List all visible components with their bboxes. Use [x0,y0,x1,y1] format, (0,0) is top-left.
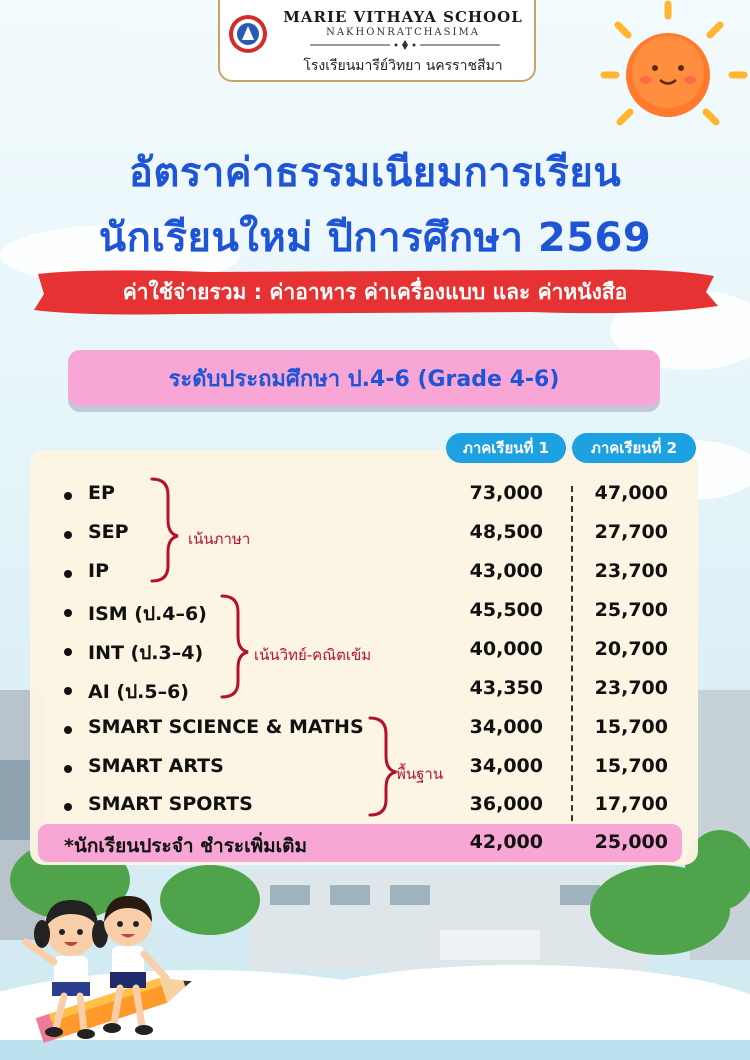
term2-fee: 25,700 [594,599,668,621]
term2-fee: 47,000 [594,482,668,504]
cost-includes-banner: ค่าใช้จ่ายรวม : ค่าอาหาร ค่าเครื่องแบบ และ ค่าหนังสือ [122,279,628,304]
bullet-icon [64,765,72,773]
term2-header: ภาคเรียนที่ 2 [572,433,696,463]
term1-fee: 73,000 [469,482,543,504]
program-name: SEP [88,521,129,543]
program-name: SMART SPORTS [88,793,253,815]
school-logo-card [218,0,536,82]
term2-fee: 20,700 [594,638,668,660]
bullet-icon [64,803,72,811]
term1-header: ภาคเรียนที่ 1 [446,433,566,463]
term2-fee: 15,700 [594,755,668,777]
term1-fee: 34,000 [469,716,543,738]
school-name-thai: โรงเรียนมารีย์วิทยา นครราชสีมา [303,58,503,74]
education-level-label: ระดับประถมศึกษา ป.4-6 (Grade 4-6) [68,350,660,406]
term1-fee: 45,500 [469,599,543,621]
term1-fee: 48,500 [469,521,543,543]
term2-fee: 27,700 [594,521,668,543]
bullet-icon [64,687,72,695]
group-label-basic: พื้นฐาน [396,765,444,783]
page-title-line2: นักเรียนใหม่ ปีการศึกษา 2569 [98,215,652,261]
term1-fee: 36,000 [469,793,543,815]
fee-row [0,752,750,786]
bullet-icon [64,726,72,734]
boarding-fee-row [0,828,750,862]
term1-fee: 34,000 [469,755,543,777]
term1-fee: 43,000 [469,560,543,582]
boarding-term2-fee: 25,000 [594,831,668,853]
fee-row [0,557,750,591]
program-name: AI (ป.5–6) [88,681,189,703]
term1-fee: 40,000 [469,638,543,660]
bullet-icon [64,492,72,500]
group-label-science-math: เน้นวิทย์-คณิตเข้ม [254,646,372,664]
term2-fee: 17,700 [594,793,668,815]
fee-row [0,635,750,669]
program-name: SMART SCIENCE & MATHS [88,716,364,738]
bullet-icon [64,609,72,617]
group-label-language: เน้นภาษา [188,530,251,548]
fee-row [0,790,750,824]
program-name: ISM (ป.4–6) [88,603,207,625]
bullet-icon [64,648,72,656]
program-name: SMART ARTS [88,755,224,777]
bullet-icon [64,570,72,578]
page-title-line1: อัตราค่าธรรมเนียมการเรียน [128,150,622,196]
kids-on-pencil-illustration [6,878,206,1060]
ornament-divider [310,40,500,50]
sun-icon [598,0,750,135]
fee-row [0,518,750,552]
program-name: IP [88,560,109,582]
bullet-icon [64,531,72,539]
school-city: NAKHONRATCHASIMA [326,27,480,38]
fee-row [0,674,750,708]
program-name: INT (ป.3–4) [88,642,204,664]
boarding-term1-fee: 42,000 [469,831,543,853]
term2-fee: 23,700 [594,560,668,582]
boarding-label: *นักเรียนประจำ ชำระเพิ่มเติม [64,835,308,857]
term2-fee: 15,700 [594,716,668,738]
school-name: MARIE VITHAYA SCHOOL [283,8,523,26]
program-name: EP [88,482,115,504]
fee-row [0,479,750,513]
fee-row [0,713,750,747]
school-seal-icon [228,14,268,54]
fee-row [0,596,750,630]
term2-fee: 23,700 [594,677,668,699]
term1-fee: 43,350 [469,677,543,699]
